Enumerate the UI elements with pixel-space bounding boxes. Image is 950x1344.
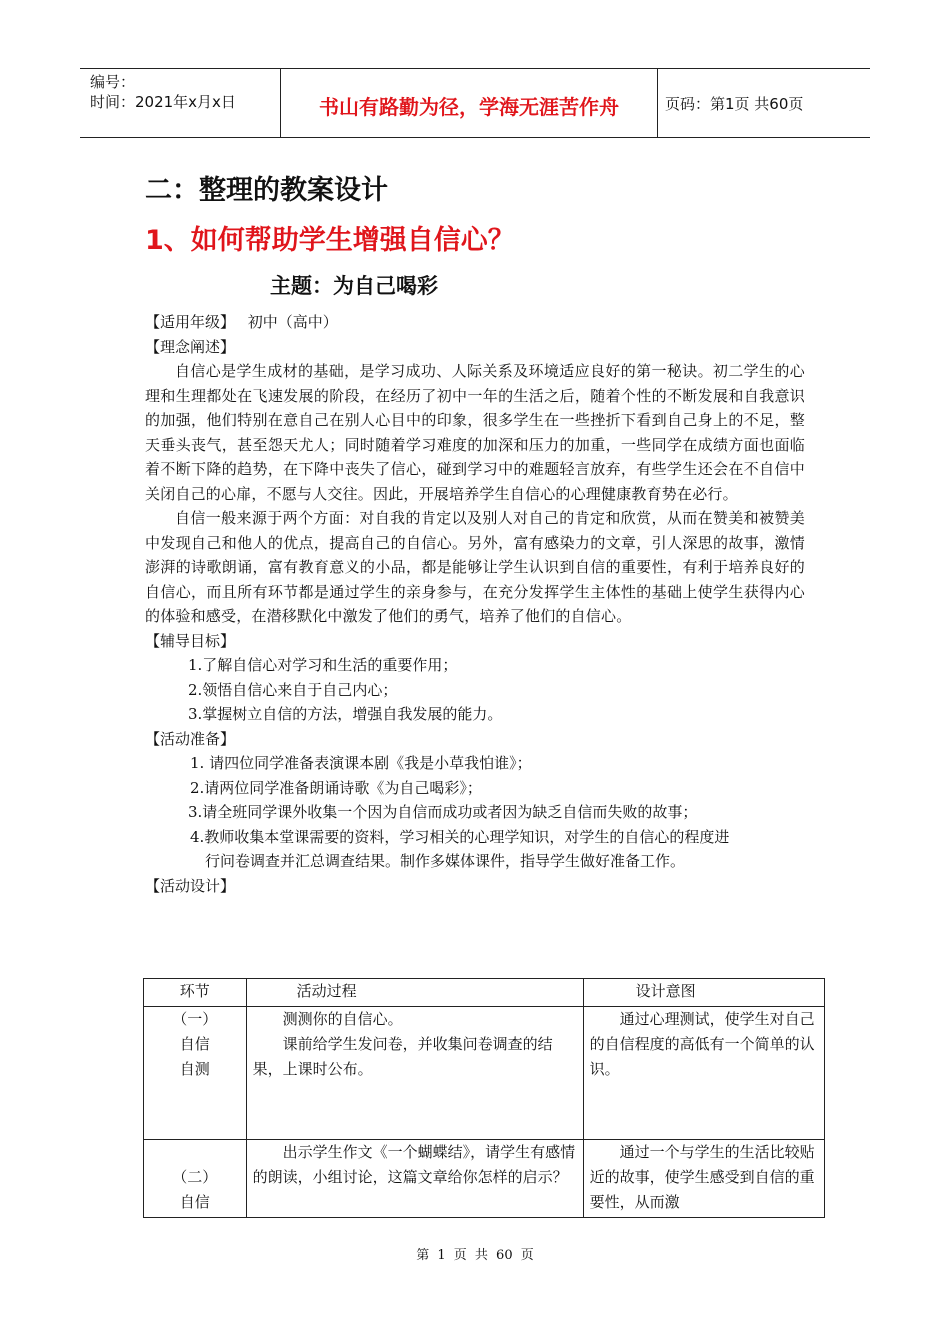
stage-name: 自测: [179, 1060, 210, 1078]
header-page-info: 页码：第1页 共60页: [665, 95, 804, 113]
intent-text: 通过心理测试，使学生对自己的自信程度的高低有一个简单的认识。: [589, 1010, 815, 1078]
header-meta: [90, 72, 236, 112]
prep-item: 3.请全班同学课外收集一个因为自信而成功或者因为缺乏自信而失败的故事；: [188, 803, 698, 821]
stage-number: （二）: [172, 1168, 218, 1186]
process-text: 出示学生作文《一个蝴蝶结》，请学生有感情的朗读，小组讨论，这篇文章给你怎样的启示？: [252, 1143, 576, 1186]
table-header-row: [144, 979, 825, 1007]
table-header-process: 活动过程: [246, 979, 583, 1007]
design-label: 【活动设计】: [145, 876, 236, 895]
process-cell: [246, 1140, 583, 1218]
goals-label: 【辅导目标】: [145, 631, 236, 650]
concept-paragraph: 自信心是学生成材的基础，是学习成功、人际关系及环境适应良好的第一秘诀。初二学生的心理和生理都处在飞速发展的阶段，在经历了初中一年的生活之后，随着个性的不断发展和自我意识的加强，他们特别在意自己在别人心目中的印象，很多学生在一些挫折下看到自己身上的不足，整天垂头丧气，甚至怨天尤人；同时随着学习难度的加深和压力的加重，一些同学在成绩方面也面临着不断下降的趋势，在下降中丧失了信心，碰到学习中的难题轻言放弃，有些学生还会在不自信中关闭自己的心扉，不愿与人交往。因此，开展培养学生自信心的心理健康教育势在必行。: [145, 362, 805, 503]
goal-item: 1.了解自信心对学习和生活的重要作用；: [188, 656, 458, 674]
prep-item-continued: 行问卷调查并汇总调查结果。制作多媒体课件，指导学生做好准备工作。: [205, 852, 686, 870]
process-text: 测测你的自信心。: [282, 1010, 403, 1028]
prep-item: 1. 请四位同学准备表演课本剧《我是小草我怕谁》；: [190, 754, 532, 772]
date-label: 时间：2021年x月x日: [90, 93, 236, 111]
stage-cell: [144, 1007, 247, 1140]
page-footer: 第 1 页 共 60 页: [416, 1248, 534, 1263]
grade-label: 【适用年级】: [145, 313, 236, 331]
intent-cell: [583, 1007, 824, 1140]
stage-cell: [144, 1140, 247, 1218]
process-cell: [246, 1007, 583, 1140]
header-motto: 书山有路勤为径，学海无涯苦作舟: [319, 95, 619, 119]
goal-item: 2.领悟自信心来自于自己内心；: [188, 680, 398, 699]
concept-paragraph: 自信一般来源于两个方面：对自我的肯定以及别人对自己的肯定和欣赏，从而在赞美和被赞美中发现自己和他人的优点，提高自己的自信心。另外，富有感染力的文章，引人深思的故事，激情澎湃的诗歌朗诵，富有教育意义的小品，都是能够让学生认识到自信的重要性，有利于培养良好的自信心，而且所有环节都是通过学生的亲身参与，在充分发挥学生主体性的基础上使学生获得内心的体验和感受，在潜移默化中激发了他们的勇气，培养了他们的自信心。: [145, 509, 805, 625]
activity-table: [143, 978, 825, 1218]
question-title: 1、如何帮助学生增强自信心？: [145, 225, 515, 256]
stage-number: （一）: [172, 1010, 218, 1028]
grade-line: [145, 310, 805, 335]
document-body: [145, 310, 805, 898]
stage-name: 自信: [179, 1193, 210, 1211]
number-label: 编号：: [90, 73, 136, 91]
prep-label: 【活动准备】: [145, 729, 236, 748]
intent-text: 通过一个与学生的生活比较贴近的故事，使学生感受到自信的重要性，从而激: [589, 1143, 815, 1211]
concept-label: 【理念阐述】: [145, 337, 236, 356]
intent-cell: [583, 1140, 824, 1218]
table-row: [144, 1007, 825, 1140]
grade-value: 初中（高中）: [247, 313, 338, 331]
table-row: [144, 1140, 825, 1218]
concept-text: [145, 359, 805, 629]
header-divider: [280, 69, 281, 137]
prep-item: 4.教师收集本堂课需要的资料，学习相关的心理学知识，对学生的自信心的程度进: [190, 827, 730, 846]
prep-item: 2.请两位同学准备朗诵诗歌《为自己喝彩》；: [190, 778, 482, 797]
table-header-stage: 环节: [144, 979, 247, 1007]
header-divider: [657, 69, 658, 137]
page-header: [80, 68, 870, 138]
table-header-intent: 设计意图: [583, 979, 824, 1007]
stage-name: 自信: [179, 1035, 210, 1053]
theme-title: 主题：为自己喝彩: [270, 274, 438, 298]
process-text: 课前给学生发问卷，并收集问卷调查的结果，上课时公布。: [252, 1035, 553, 1078]
goal-item: 3.掌握树立自信的方法，增强自我发展的能力。: [188, 705, 503, 723]
section-title: 二：整理的教案设计: [145, 175, 388, 206]
